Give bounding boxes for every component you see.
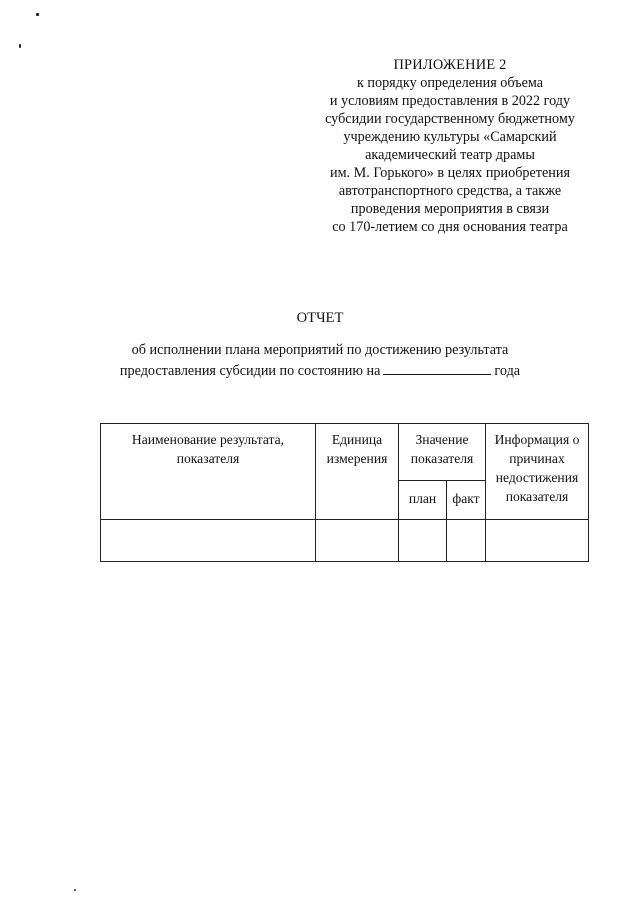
report-subtitle-line: об исполнении плана мероприятий по достижению результата (131, 342, 509, 358)
date-blank-field[interactable] (383, 362, 491, 375)
appendix-line: им. М. Горького» в целях приобретения (329, 165, 571, 181)
cell-fact[interactable] (447, 520, 486, 562)
appendix-block (300, 56, 600, 236)
scan-speck (74, 889, 76, 891)
report-table (100, 423, 589, 562)
table-row (101, 520, 589, 562)
cell-result-name[interactable] (101, 520, 316, 562)
header-info: Информация о причинах недостижения показателя (486, 424, 589, 520)
appendix-line: субсидии государственному бюджетному (325, 111, 575, 127)
cell-plan[interactable] (399, 520, 447, 562)
appendix-heading: ПРИЛОЖЕНИЕ 2 (393, 57, 507, 73)
header-plan: план (399, 481, 447, 520)
header-fact: факт (447, 481, 486, 520)
cell-info[interactable] (486, 520, 589, 562)
appendix-line: к порядку определения объема (356, 75, 544, 91)
header-value: Значение показателя (399, 424, 486, 481)
table-header-row (101, 424, 589, 481)
cell-unit[interactable] (316, 520, 399, 562)
header-result-name: Наименование результата, показателя (101, 424, 316, 520)
report-subtitle-prefix: предоставления субсидии по состоянию на (119, 363, 381, 379)
header-unit: Единица измерения (316, 424, 399, 520)
appendix-line: академический театр драмы (365, 147, 535, 163)
report-subtitle-line (40, 361, 600, 382)
appendix-line: проведения мероприятия в связи (350, 201, 550, 217)
appendix-line: и условиям предоставления в 2022 году (329, 93, 571, 109)
appendix-line: учреждению культуры «Самарский (343, 129, 557, 145)
scan-speck (19, 44, 21, 48)
scan-speck (36, 13, 39, 16)
report-subtitle-suffix: года (494, 363, 521, 379)
report-title: ОТЧЕТ (296, 310, 344, 326)
appendix-line: со 170-летием со дня основания театра (332, 219, 568, 235)
report-subtitle (40, 340, 600, 382)
appendix-line: автотранспортного средства, а также (338, 183, 562, 199)
